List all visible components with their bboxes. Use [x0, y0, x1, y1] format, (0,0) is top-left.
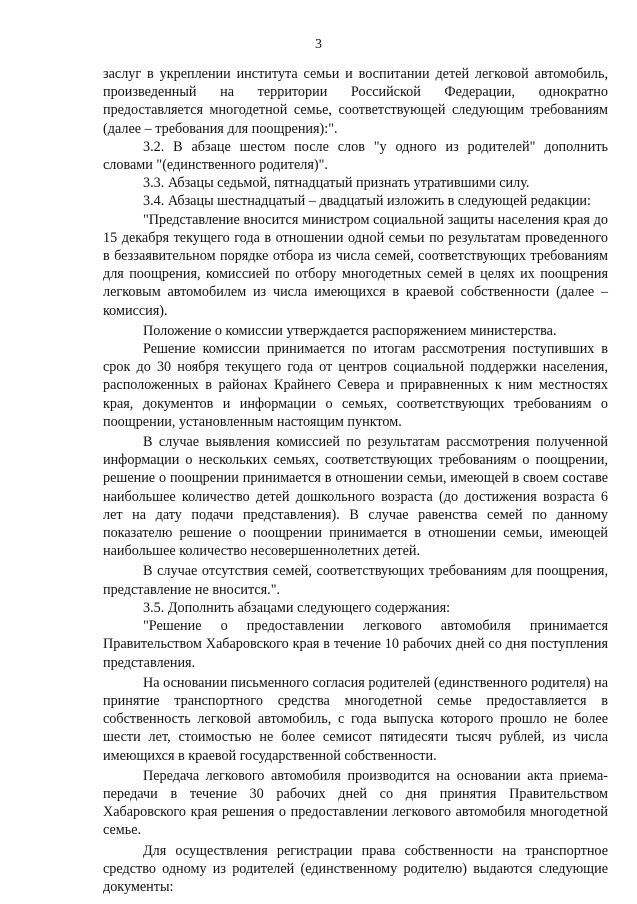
paragraph-3-5: 3.5. Дополнить абзацами следующего содержания: [143, 599, 451, 616]
paragraph-commission-regulation: Положение о комиссии утверждается распоряжением министерства. [143, 322, 557, 339]
paragraph-government-decision: "Решение о предоставлении легкового автомобиля принимается Правительством Хабаровского края в течение 10 рабочих дней со дня поступления представления. [103, 618, 608, 671]
paragraph-3-2: 3.2. В абзаце шестом после слов "у одного из родителей" дополнить словами "(единственного родителя)". [103, 138, 608, 174]
document-body [103, 65, 608, 896]
paragraph-3-3: 3.3. Абзацы седьмой, пятнадцатый признать утратившими силу. [143, 175, 530, 192]
paragraph-parental-consent: На основании письменного согласия родителей (единственного родителя) на принятие транспортного средства многодетной семье предоставляется в собственность легковой автомобиль, с года выпуска которого прошло не более шести лет, стоимостью не более семисот пятидесяти тысяч рублей, из числа имеющихся в краевой государственной собственности. [103, 674, 608, 764]
paragraph-3-4: 3.4. Абзацы шестнадцатый – двадцатый изложить в следующей редакции: [143, 193, 591, 210]
paragraph-multiple-families: В случае выявления комиссией по результатам рассмотрения полученной информации о нескольких семьях, соответствующих требованиям о поощрении, решение о поощрении принимается в отношении семьи, имеющей в своем составе наибольшее количество детей дошкольного возраста (до достижения возраста 6 лет на дату подачи представления). В случае равенства семей по данному показателю решение о поощрении принимается в отношении семьи, имеющей наибольшее количество несовершеннолетних детей. [103, 434, 608, 560]
page-number: 3 [315, 36, 322, 51]
paragraph-representation: "Представление вносится министром социальной защиты населения края до 15 декабря текущего года в отношении одной семьи по результатам проведенного в беззаявительном порядке отбора из числа семей, соответствующих требованиям для поощрения, комиссией по отбору многодетных семей в целях их поощрения легковым автомобилем из числа имеющихся в краевой собственности (далее – комиссия). [103, 211, 608, 319]
paragraph-continuation: заслуг в укреплении института семьи и воспитании детей легковой автомобиль, произведенный на территории Российской Федерации, однократно предоставляется многодетной семье, соответствующей следующим требованиям (далее – требования для поощрения):". [103, 66, 608, 137]
paragraph-vehicle-transfer: Передача легкового автомобиля производится на основании акта приема-передачи в течение 30 рабочих дней со дня принятия Правительством Хабаровского края решения о предоставлении легкового автомобиля многодетной семье. [103, 767, 608, 839]
paragraph-commission-decision: Решение комиссии принимается по итогам рассмотрения поступивших в срок до 30 ноября текущего года от центров социальной поддержки населения, расположенных в районах Крайнего Севера и приравненных к ним местностях края, документов и информации о семьях, соответствующих требованиям о поощрении, установленным настоящим пунктом. [103, 341, 608, 430]
paragraph-no-families: В случае отсутствия семей, соответствующих требованиям для поощрения, представление не вносится.". [103, 563, 608, 598]
paragraph-registration-documents: Для осуществления регистрации права собственности на транспортное средство одному из родителей (единственному родителю) выдаются следующие документы: [103, 842, 608, 895]
